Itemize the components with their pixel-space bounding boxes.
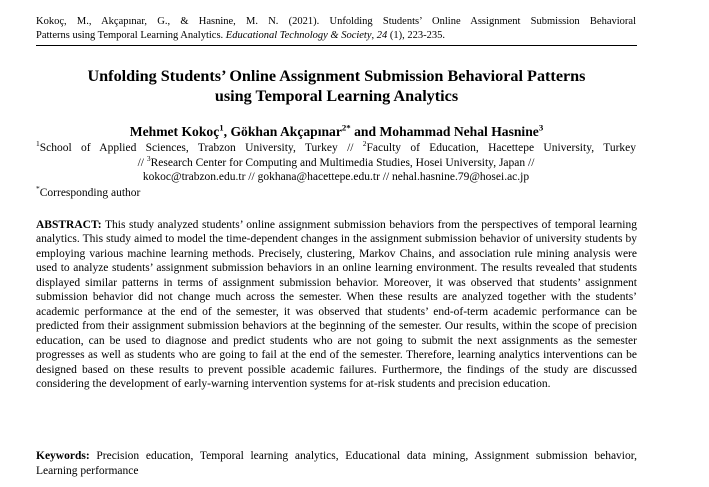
citation-header xyxy=(36,15,636,43)
affiliation-1: School of Applied Sciences, Trabzon University, Turkey // xyxy=(39,142,363,154)
author-emails: kokoc@trabzon.edu.tr // gokhana@hacettepe.edu.tr // nehal.hasnine.79@hosei.ac.jp xyxy=(142,171,530,183)
author-3: Mohammad Nehal Hasnine xyxy=(379,124,539,139)
abstract-label: ABSTRACT: xyxy=(36,219,102,231)
paper-title xyxy=(36,66,637,106)
affiliation-line-1: $^1$School of Applied Sciences, Trabzon University, Turkey // $^2$Faculty of Education, Hacettepe University, Turkey xyxy=(36,139,636,154)
author-1: Mehmet Kokoç xyxy=(129,124,220,139)
keywords-text: Precision education, Temporal learning analytics, Educational data mining, Assignment submission behavior, Learning performance xyxy=(36,450,637,477)
author-2-affil-mark: 2* xyxy=(341,122,351,133)
affiliation-line-2: // $^3$Research Center for Computing and Multimedia Studies, Hosei University, Japan // xyxy=(137,153,535,169)
affiliation-2: Faculty of Education, Hacettepe University, Turkey xyxy=(366,142,636,154)
author-list: Mehmet Kokoç$^1$, Gökhan Akçapınar$^{2*}$ and Mohammad Nehal Hasnine$^3$ xyxy=(129,122,544,139)
title-line-2: using Temporal Learning Analytics xyxy=(214,87,459,105)
affiliation-3: Research Center for Computing and Multimedia Studies, Hosei University, Japan // xyxy=(150,156,535,169)
author-3-affil-mark: 3 xyxy=(538,122,544,133)
journal-volume: 24 xyxy=(376,30,388,41)
citation-line-1: Kokoç, M., Akçapınar, G., & Hasnine, M. N. (2021). Unfolding Students’ Online Assignment Submission Behavioral xyxy=(36,16,636,27)
citation-line-2: Patterns using Temporal Learning Analytics. Educational Technology & Society, 24 (1), 223-235. xyxy=(36,30,446,41)
abstract-text: This study analyzed students’ online assignment submission behaviors from the perspectives of temporal learning analytics. This study aimed to model the time-dependent changes in the assignment submission behavior of university students by employing various machine learning methods. Precisely, clustering, Markov Chains, and association rule mining analysis were used to analyze students’ assignment submission behaviors in an online learning environment. The results revealed that students displayed similar patterns in terms of assignment submission behavior. Moreover, it was observed that students’ assignment submission behavior did not change much across the semester. When these results are analyzed together with the students’ academic performance at the end of the semester, it was observed that students’ end-of-term academic performance can be predicted from their assignment submission behaviors at the beginning of the semester. Our results, within the scope of precision education, can be used to diagnose and predict students who are not going to submit the next assignments as the semester progresses as well as students who are going to fail at the end of the semester. Therefore, learning analytics interventions can be designed based on these results to prevent possible academic failures. Furthermore, the findings of the study are discussed considering the development of early-warning intervention systems for at-risk students and precision education. xyxy=(36,219,637,390)
abstract xyxy=(36,218,637,391)
keywords xyxy=(36,449,637,478)
title-line-1: Unfolding Students’ Online Assignment Submission Behavioral Patterns xyxy=(87,67,586,85)
journal-name: Educational Technology & Society xyxy=(225,30,372,41)
affiliations xyxy=(36,141,636,185)
author-2: Gökhan Akçapınar xyxy=(230,124,342,139)
corresponding-author-note: *Corresponding author xyxy=(36,184,141,199)
keywords-label: Keywords: xyxy=(36,450,90,462)
header-divider xyxy=(36,45,637,46)
author-1-affil-mark: 1 xyxy=(219,122,224,133)
